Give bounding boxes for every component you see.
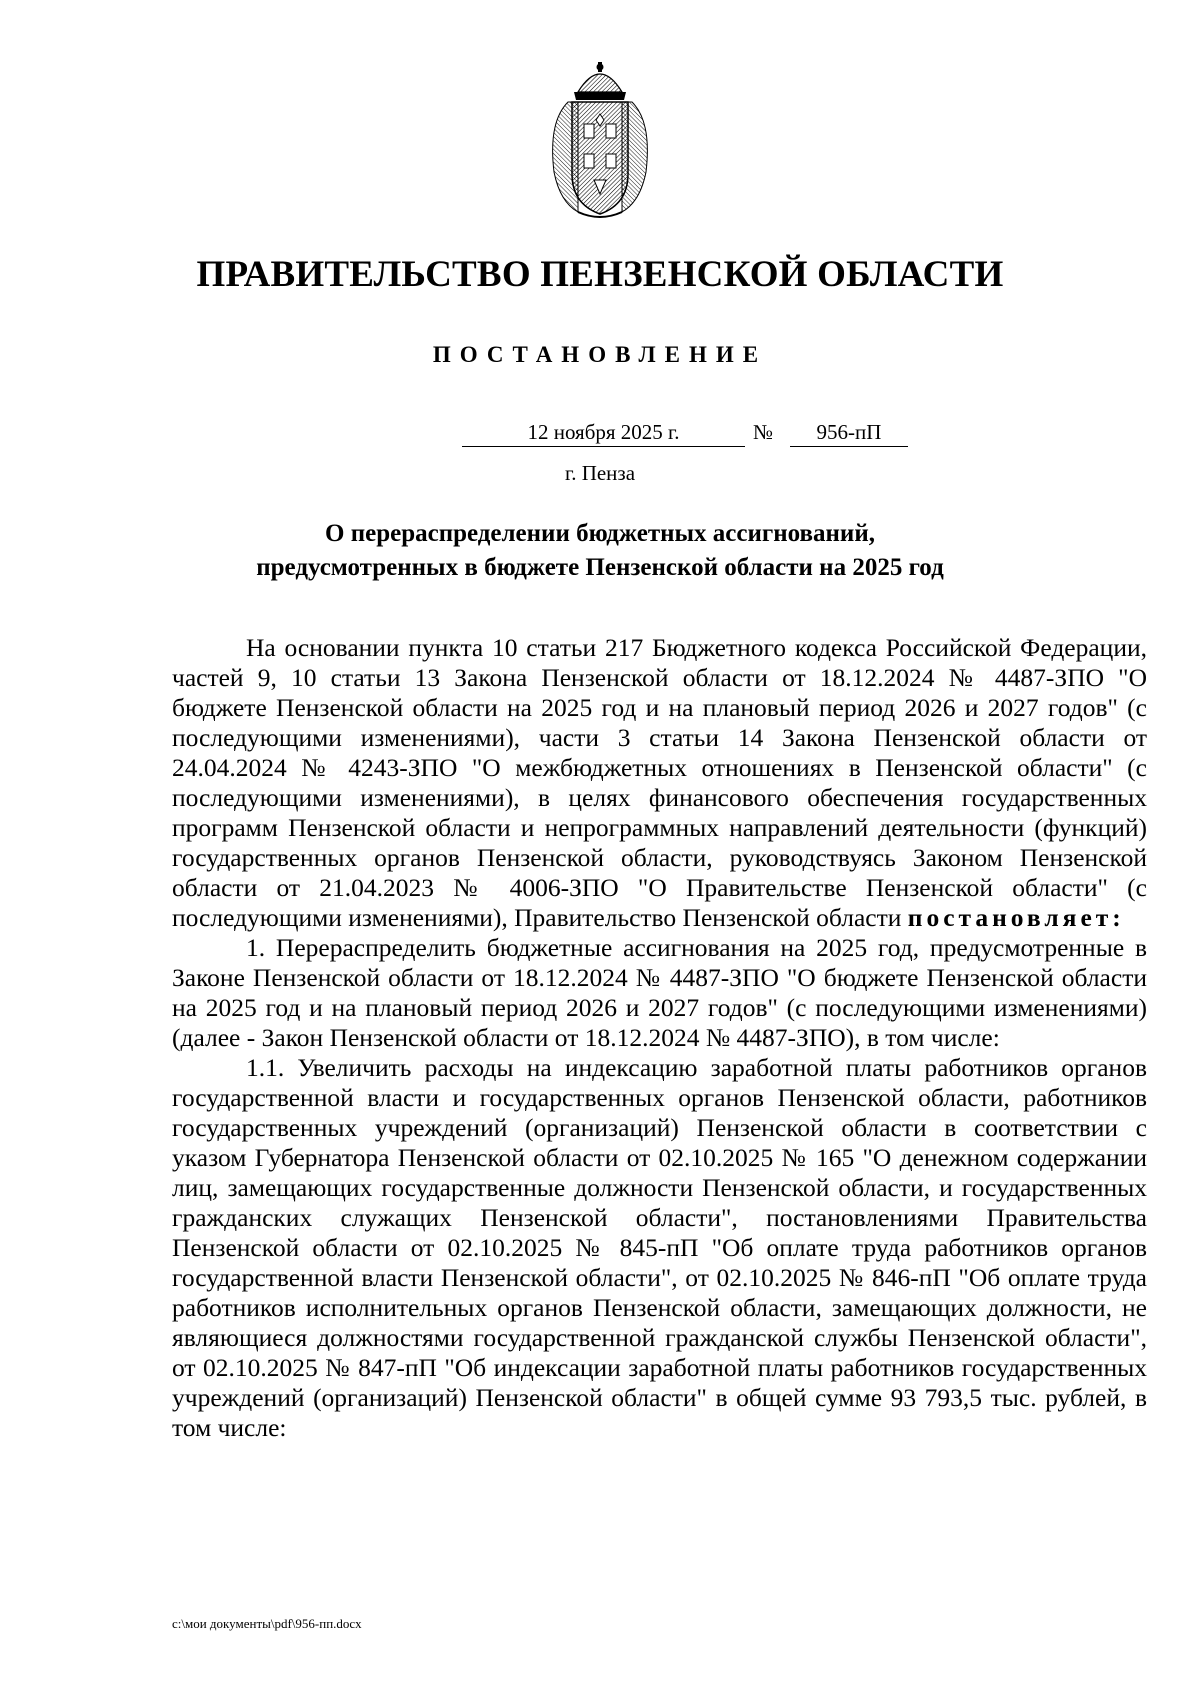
file-path-footer: c:\мои документы\pdf\956-пп.docx <box>172 1616 362 1631</box>
document-city: г. Пенза <box>564 461 636 485</box>
government-title: ПРАВИТЕЛЬСТВО ПЕНЗЕНСКОЙ ОБЛАСТИ <box>196 254 1004 295</box>
document-date: 12 ноября 2025 г. <box>462 418 745 447</box>
document-body <box>172 633 1147 1443</box>
item-1-1-paragraph: 1.1. Увеличить расходы на индексацию заработной платы работников органов государственной власти и государственных органов Пензенской области, работников государственных учреждений (организаций) Пензенской области в соответствии с указом Губернатора Пензенской области от 02.10.2025 № 165 "О денежном содержании лиц, замещающих государственные должности Пензенской области, и государственных гражданских служащих Пензенской области", постановлениями Правительства Пензенской области от 02.10.2025 № 845-пП "Об оплате труда работников органов государственной власти Пензенской области", от 02.10.2025 № 846-пП "Об оплате труда работников исполнительных органов Пензенской области, замещающих должности, не являющиеся должностями государственной гражданской службы Пензенской области", от 02.10.2025 № 847-пП "Об индексации заработной платы работников государственных учреждений (организаций) Пензенской области" в общей сумме 93 793,5 тыс. рублей, в том числе: <box>172 1053 1147 1442</box>
item-1-paragraph: 1. Перераспределить бюджетные ассигнования на 2025 год, предусмотренные в Законе Пензенской области от 18.12.2024 № 4487-ЗПО "О бюджете Пензенской области на 2025 год и на плановый период 2026 и 2027 годов" (с последующими изменениями) (далее - Закон Пензенской области от 18.12.2024 № 4487-ЗПО), в том числе: <box>172 933 1147 1052</box>
document-number: 956-пП <box>790 418 908 447</box>
document-subject <box>0 517 1200 585</box>
coat-of-arms-emblem <box>538 62 662 222</box>
number-sign: № <box>753 420 774 444</box>
resolves-word: постановляет: <box>907 903 1125 932</box>
subject-line-2: предусмотренных в бюджете Пензенской области на 2025 год <box>256 554 944 581</box>
preamble-text: На основании пункта 10 статьи 217 Бюджетного кодекса Российской Федерации, частей 9, 10 статьи 13 Закона Пензенской области от 18.12.2024 № 4487-ЗПО "О бюджете Пензенской области на 2025 год и на плановый период 2026 и 2027 годов" (с последующими изменениями), части 3 статьи 14 Закона Пензенской области от 24.04.2024 № 4243-ЗПО "О межбюджетных отношениях в Пензенской области" (с последующими изменениями), в целях финансового обеспечения государственных программ Пензенской области и непрограммных направлений деятельности (функций) государственных органов Пензенской области, руководствуясь Законом Пензенской области от 21.04.2023 № 4006-ЗПО "О Правительстве Пензенской области" (с последующими изменениями), Правительство Пензенской области <box>172 633 1147 932</box>
document-type-heading: ПОСТАНОВЛЕНИЕ <box>432 342 768 367</box>
subject-line-1: О перераспределении бюджетных ассигнований, <box>325 520 875 547</box>
preamble-paragraph <box>172 633 1147 933</box>
